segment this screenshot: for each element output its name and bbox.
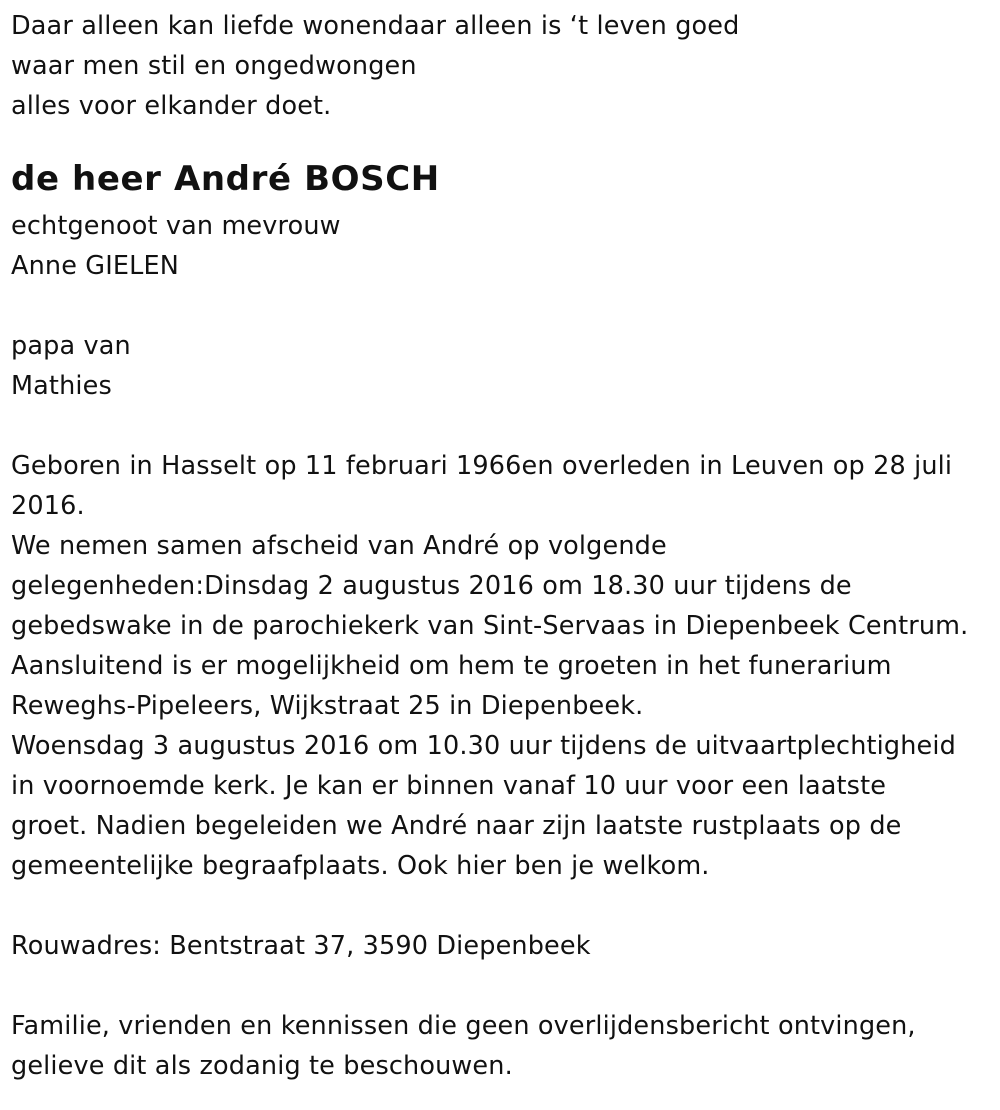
details-line: groet. Nadien begeleiden we André naar zijn laatste rustplaats op de [11,811,902,841]
children-section [11,326,996,406]
children-line: papa van [11,331,131,361]
closing-line: gelieve dit als zodanig te beschouwen. [11,1051,513,1081]
details-line: gemeentelijke begraafplaats. Ook hier ben je welkom. [11,851,710,881]
obituary-notice [11,6,996,1086]
details-line: gebedswake in de parochiekerk van Sint-Servaas in Diepenbeek Centrum. [11,611,969,641]
poem-line: alles voor elkander doet. [11,91,332,121]
details-line: We nemen samen afscheid van André op volgende [11,531,667,561]
spouse-line: Anne GIELEN [11,251,179,281]
poem-line: waar men stil en ongedwongen [11,51,417,81]
poem-line: Daar alleen kan liefde wonendaar alleen is ‘t leven goed [11,11,740,41]
poem [11,6,996,126]
details-section [11,446,996,886]
details-line: Woensdag 3 augustus 2016 om 10.30 uur tijdens de uitvaartplechtigheid [11,731,956,761]
closing-section [11,1006,996,1086]
mourning-address: Rouwadres: Bentstraat 37, 3590 Diepenbeek [11,931,591,961]
details-line: gelegenheden:Dinsdag 2 augustus 2016 om 18.30 uur tijdens de [11,571,852,601]
children-line: Mathies [11,371,112,401]
details-line: Geboren in Hasselt op 11 februari 1966en overleden in Leuven op 28 juli [11,451,953,481]
details-line: Reweghs-Pipeleers, Wijkstraat 25 in Diepenbeek. [11,691,644,721]
spouse-line: echtgenoot van mevrouw [11,211,341,241]
deceased-name: de heer André BOSCH [11,159,440,199]
details-line: in voornoemde kerk. Je kan er binnen vanaf 10 uur voor een laatste [11,771,887,801]
closing-line: Familie, vrienden en kennissen die geen overlijdensbericht ontvingen, [11,1011,916,1041]
details-line: Aansluitend is er mogelijkheid om hem te groeten in het funerarium [11,651,892,681]
spouse-section [11,206,996,286]
details-line: 2016. [11,491,85,521]
